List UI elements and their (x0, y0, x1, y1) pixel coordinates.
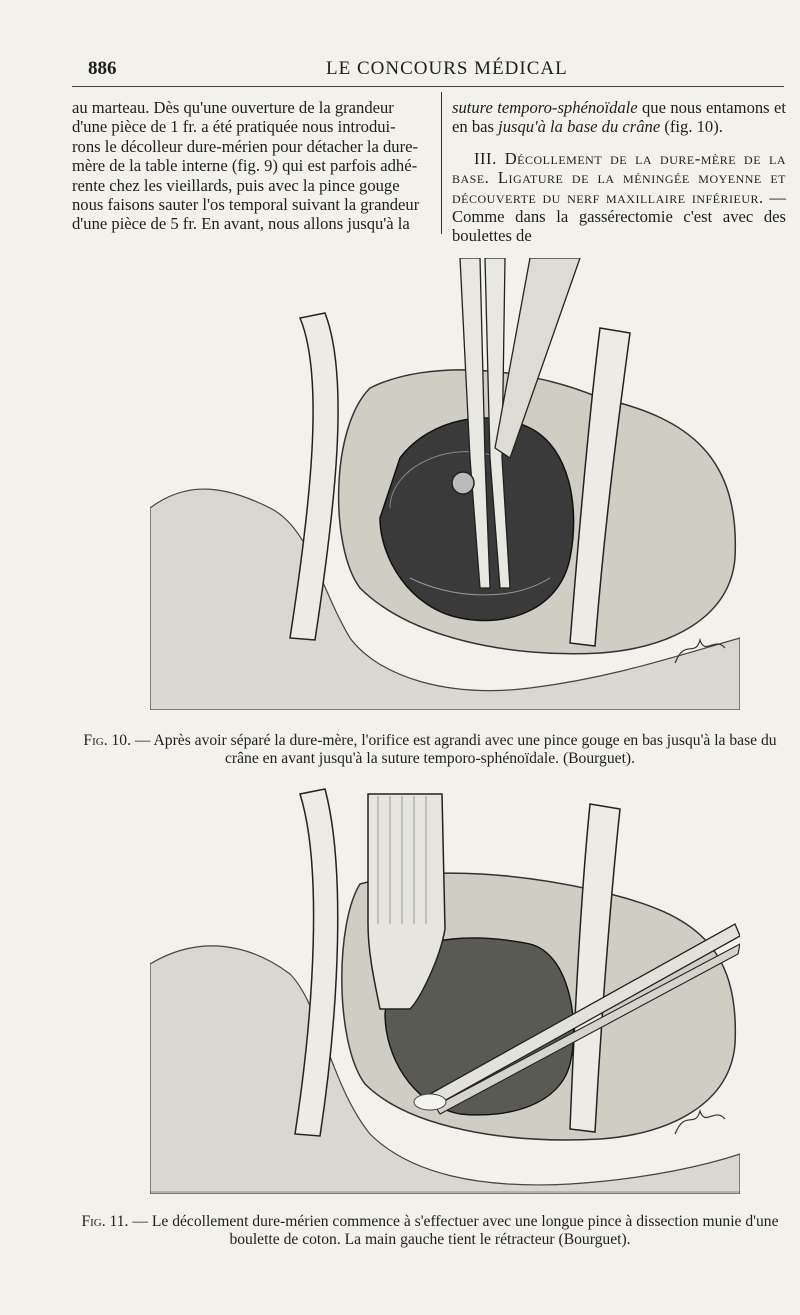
text-run: — Comme dans la gassérectomie c'est avec des boulettes de (452, 187, 786, 246)
italic-phrase: jusqu'à la base du crâne (498, 117, 661, 137)
figure-label: Fig. 10. (83, 732, 131, 749)
italic-phrase: suture temporo-sphénoïdale (452, 98, 638, 117)
artist-signature-10 (670, 628, 730, 668)
text-line: rons le décolleur dure-mérien pour détacher la dure- (72, 136, 418, 156)
figure-11-illustration (150, 784, 740, 1194)
text-line: rente chez les vieillards, puis avec la pince gouge (72, 175, 400, 195)
caption-text: — Après avoir séparé la dure-mère, l'orifice est agrandi avec une pince gouge en bas jusqu'à la base du crâne en avant jusqu'à la suture temporo-sphénoïdale. (Bourguet). (131, 732, 777, 767)
text-line: nous faisons sauter l'os temporal suivant la grandeur (72, 195, 420, 215)
text-run: bas (471, 117, 499, 137)
column-separator (441, 92, 442, 234)
figure-label: Fig. 11. (81, 1213, 129, 1230)
header-rule (72, 86, 784, 87)
text-run: que nous entamons et en (452, 98, 786, 137)
surgical-engraving-11 (150, 784, 740, 1194)
text-line: d'une pièce de 5 fr. En avant, nous allons jusqu'à la (72, 214, 410, 234)
artist-signature-11 (670, 1099, 730, 1139)
text-line: au marteau. Dès qu'une ouverture de la grandeur (72, 98, 394, 117)
right-column (452, 98, 786, 246)
section-heading: III. Décollement de la dure-mère de la base. Ligature de la méningée moyenne et découverte du nerf maxillaire inférieur. (452, 148, 786, 207)
figure-10-illustration (150, 258, 740, 710)
figure-10-caption (72, 732, 788, 768)
paragraph-continuation (452, 98, 786, 137)
page-number: 886 (88, 58, 117, 79)
text-run: (fig. 10). (660, 117, 723, 137)
surgical-engraving-10 (150, 258, 740, 710)
caption-text: — Le décollement dure-mérien commence à s'effectuer avec une longue pince à dissection munie d'une boulette de coton. La main gauche tient le rétracteur (Bourguet). (128, 1213, 779, 1248)
section-paragraph (452, 149, 786, 246)
text-line: mère de la table interne (fig. 9) qui est parfois adhé- (72, 156, 418, 176)
running-head: LE CONCOURS MÉDICAL (326, 58, 568, 79)
figure-11-caption (72, 1213, 788, 1249)
text-line: d'une pièce de 1 fr. a été pratiquée nous introdui- (72, 117, 396, 137)
left-column (72, 98, 434, 234)
